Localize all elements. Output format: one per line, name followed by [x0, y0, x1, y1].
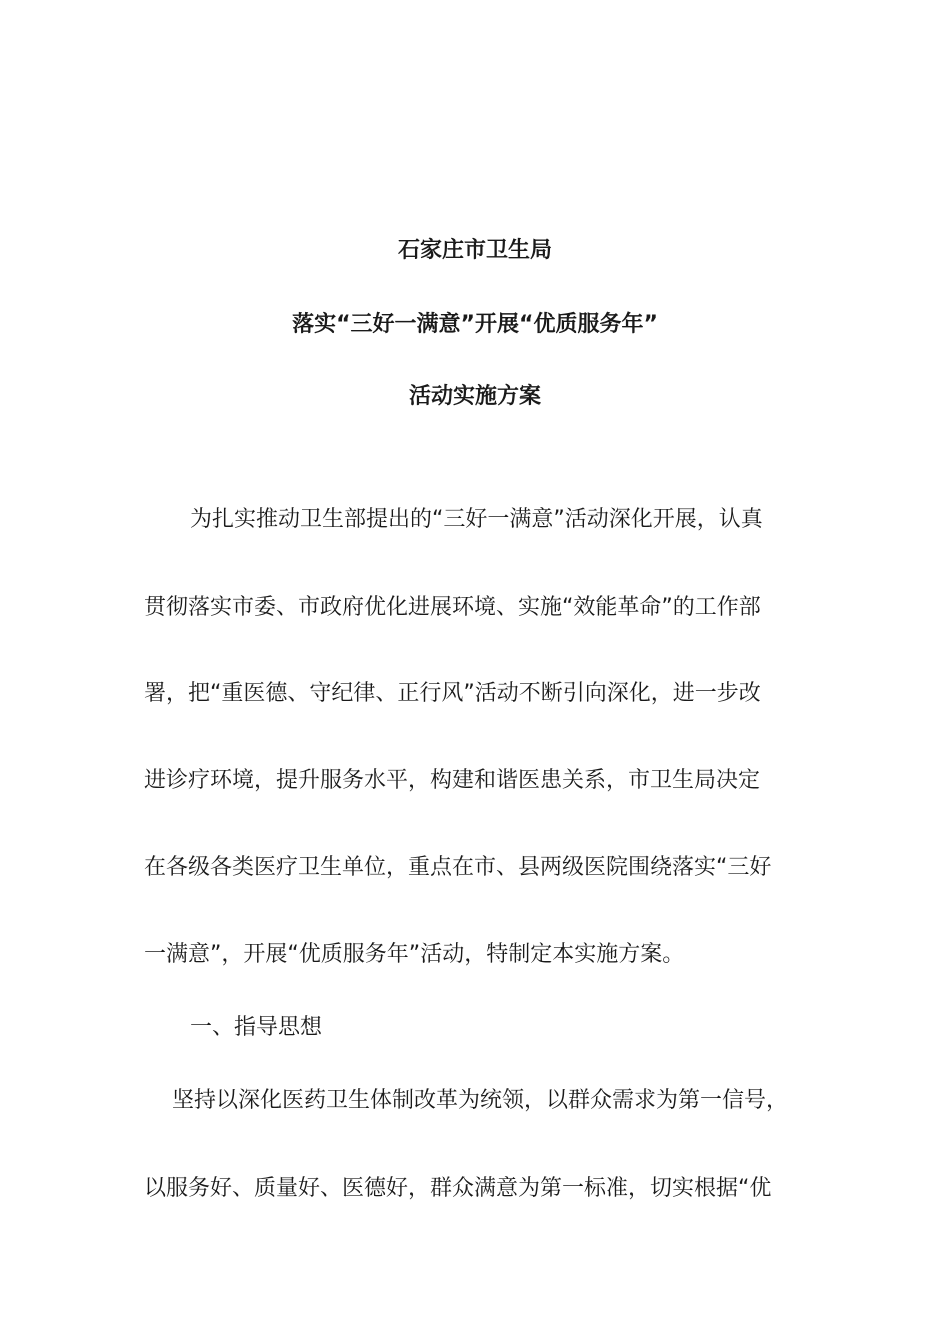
intro-line-2: 贯彻落实市委、市政府优化进展环境、实施“效能革命”的工作部: [144, 595, 761, 620]
intro-line-3: 署，把“重医德、守纪律、正行风”活动不断引向深化，进一步改: [144, 681, 761, 706]
title-line-3: 活动实施方案: [408, 384, 541, 409]
section1-line-1: 坚持以深化医药卫生体制改革为统领，以群众需求为第一信号，: [172, 1088, 789, 1113]
title-line-1: 石家庄市卫生局: [397, 238, 552, 263]
intro-line-1: 为扎实推动卫生部提出的“三好一满意”活动深化开展，认真: [190, 507, 763, 532]
section1-line-2: 以服务好、质量好、医德好，群众满意为第一标准，切实根据“优: [144, 1176, 772, 1201]
intro-line-6: 一满意”，开展“优质服务年”活动，特制定本实施方案。: [144, 942, 685, 967]
title-line-2: 落实“三好一满意”开展“优质服务年”: [292, 312, 658, 337]
intro-line-4: 进诊疗环境，提升服务水平，构建和谐医患关系，市卫生局决定: [144, 768, 761, 793]
intro-line-5: 在各级各类医疗卫生单位，重点在市、县两级医院围绕落实“三好: [144, 855, 772, 880]
section-heading-guiding-ideology: 一、指导思想: [190, 1015, 323, 1040]
